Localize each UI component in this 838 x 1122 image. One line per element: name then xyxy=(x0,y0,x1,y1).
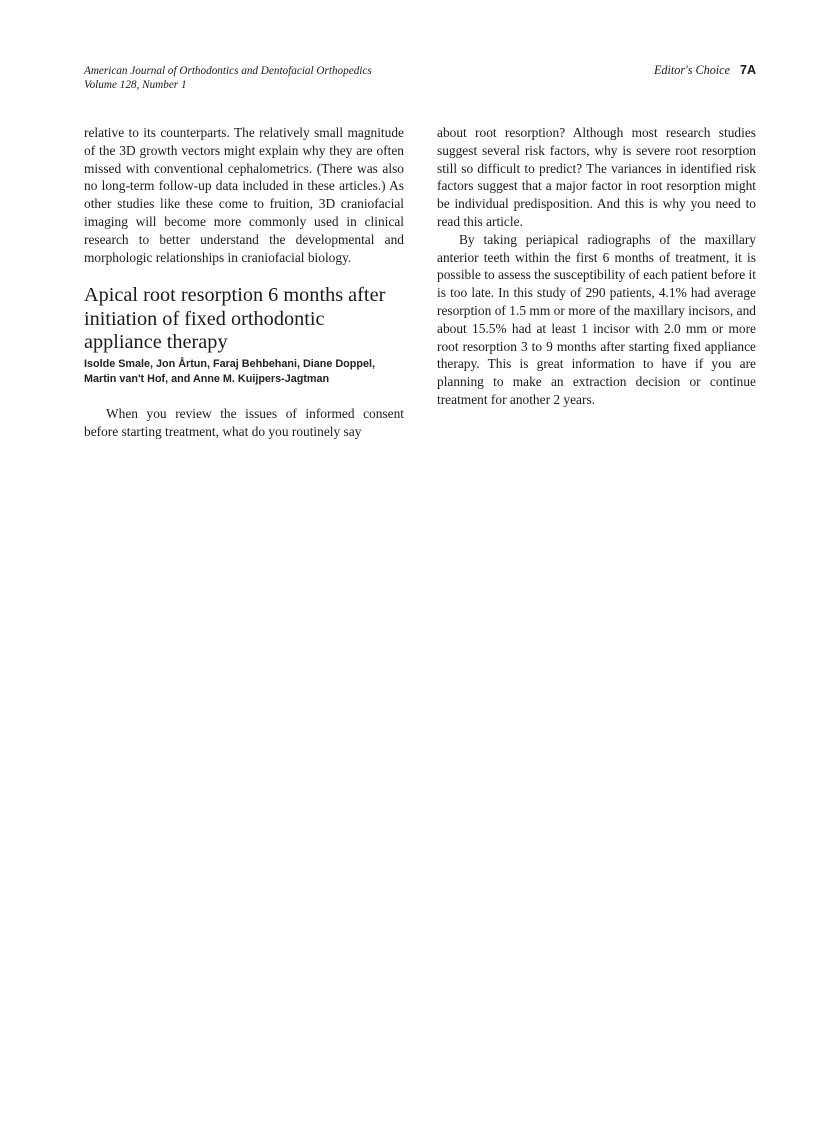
running-header-journal xyxy=(84,64,372,92)
continuation-paragraph: relative to its counterparts. The relatively small magnitude of the 3D growth vectors might explain why they are often missed with conventional cephalometrics. (There was also no long-term follow-up data included in these articles.) As other studies like these come to fruition, 3D craniofacial imaging will become more commonly used in clinical research to better understand the developmental and morphologic relationships in craniofacial biology. xyxy=(84,125,404,265)
journal-volume: Volume 128, Number 1 xyxy=(84,79,187,91)
running-header-section xyxy=(654,63,756,77)
right-column xyxy=(437,124,756,409)
left-column xyxy=(84,124,404,441)
section-name: Editor's Choice xyxy=(653,63,731,77)
article-paragraph-2: By taking periapical radiographs of the maxillary anterior teeth within the first 6 months of treatment, it is possible to assess the susceptibility of each patient before it is too late. In this study of 290 patients, 4.1% had average resorption of 1.5 mm or more of the maxillary incisors, and about 15.5% had at least 1 incisor with 2.0 mm or more root resorption 3 to 9 months after starting fixed appliance therapy. This is great information to have if you are planning to make an extraction decision or continue treatment for another 2 years. xyxy=(437,231,756,407)
article-title: Apical root resorption 6 months after initiation of fixed orthodontic appliance therapy xyxy=(84,284,386,353)
journal-name: American Journal of Orthodontics and Dentofacial Orthopedics xyxy=(84,65,372,77)
page-number: 7A xyxy=(740,63,756,77)
article-paragraph-1: about root resorption? Although most research studies suggest several risk factors, why is severe root resorption still so difficult to predict? The variances in identified risk factors suggest that a major factor in root resorption might be individual predisposition. And this is why you need to read this article. xyxy=(437,125,756,229)
article-intro-paragraph: When you review the issues of informed consent before starting treatment, what do you routinely say xyxy=(84,405,404,439)
article-authors: Isolde Smale, Jon Årtun, Faraj Behbehani, Diane Doppel, Martin van't Hof, and Anne M. Kuijpers-Jagtman xyxy=(84,357,375,386)
